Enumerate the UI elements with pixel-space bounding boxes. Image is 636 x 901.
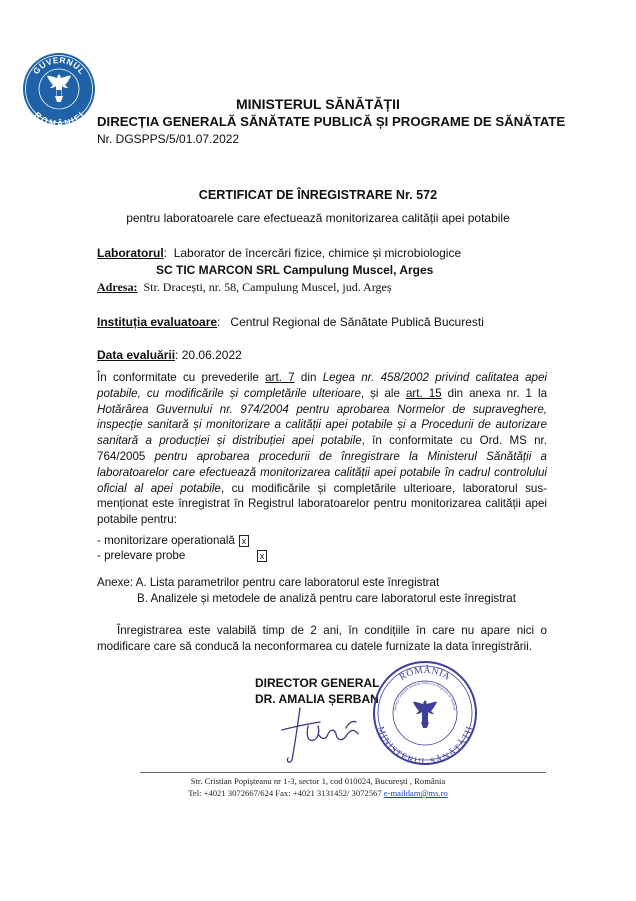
- logo-top-text: GUVERNUL: [30, 54, 88, 77]
- evaluation-label: Data evaluării: [97, 348, 176, 362]
- annex-b: B. Analizele și metodele de analiză pentru care laboratorul este înregistrat: [137, 592, 516, 605]
- institution-value: Centrul Regional de Sănătate Publică Bucuresti: [230, 315, 484, 329]
- lab-company: SC TIC MARCON SRL Campulung Muscel, Arges: [156, 263, 434, 277]
- lab-sep: :: [163, 246, 168, 260]
- footer-phone-fax: Tel: +4021 3072667/624 Fax: +4021 3131452/ 3072567: [188, 788, 384, 798]
- body-text-5: , în conformitate cu Ord. MS nr. 764/2005: [97, 434, 547, 463]
- ord-ref: pentru aprobarea procedurii de înregistrare la Ministerul Sănătății a laboratoarelor care efectuează monitorizarea calității apei potabile în cadrul controlului oficial al apei potabile: [97, 449, 547, 495]
- footer-divider-left: [140, 772, 546, 773]
- institution-sep: :: [217, 315, 221, 329]
- lab-line: [97, 246, 461, 260]
- body-text-4: din anexa nr. 1 la: [441, 386, 548, 400]
- directorate-title: DIRECȚIA GENERALĂ SĂNĂTATE PUBLICĂ ȘI PROGRAME DE SĂNĂTATE: [97, 114, 566, 129]
- law-ref: Legea nr. 458/2002 privind calitatea apei potabile, cu modificările și completările ulterioare: [97, 371, 548, 400]
- government-logo: [22, 52, 96, 126]
- address-line: [97, 280, 392, 295]
- check-label-1: - monitorizare operatională: [97, 534, 235, 547]
- body-text-2: din: [294, 371, 323, 384]
- certificate-subtitle: pentru laboratoarele care efectuează monitorizarea calității apei potabile: [126, 211, 510, 225]
- address-value: Str. Dracești, nr. 58, Campulung Muscel, jud. Argeș: [143, 280, 392, 294]
- body-text-6: , cu modificările și completările ulterioare, laboratorul sus-menționat este înregistrat în Registrul laboratoarelor pentru monitorizarea calității apei potabile pentru:: [97, 481, 547, 527]
- footer-contact: [0, 788, 636, 798]
- stamp-top-text: ROMÂNIA: [398, 665, 452, 683]
- svg-text:MINISTERUL SĂNĂTĂȚII: [376, 725, 474, 766]
- address-label: Adresa:: [97, 280, 138, 294]
- checkbox-1: x: [239, 535, 249, 547]
- stamp-bottom-text: MINISTERUL SĂNĂTĂȚII: [375, 725, 475, 766]
- evaluation-sep: :: [175, 348, 179, 362]
- body-text-3: , și ale: [360, 386, 406, 400]
- stamp-inner-text: Direcția Generală Sănătate Publică și Programe de Sănătate: [393, 680, 457, 711]
- body-paragraph: [97, 370, 547, 528]
- evaluation-value: 20.06.2022: [181, 348, 242, 362]
- checkbox-2-mark: x: [257, 550, 267, 562]
- footer-email-link[interactable]: e-maildam@ms.ro: [383, 788, 448, 798]
- check-row-1: [97, 534, 249, 547]
- body-text-1: În conformitate cu prevederile: [97, 371, 266, 384]
- stamp-eagle-icon: [413, 700, 437, 728]
- certificate-title: CERTIFICAT DE ÎNREGISTRARE Nr. 572: [198, 188, 438, 202]
- lab-value: Laborator de încercări fizice, chimice și microbiologice: [173, 246, 462, 260]
- institution-line: [97, 315, 484, 329]
- checkbox-2: [253, 549, 267, 562]
- ministry-title: MINISTERUL SĂNĂTĂȚII: [236, 96, 400, 112]
- svg-text:ROMÂNIA: [398, 664, 452, 683]
- director-title: DIRECTOR GENERAL: [255, 676, 380, 690]
- lab-label: Laboratorul: [97, 246, 164, 260]
- handwritten-signature: [262, 700, 382, 770]
- official-stamp: [372, 660, 478, 766]
- hg-ref: Hotărârea Guvernului nr. 974/2004 pentru aprobarea Normelor de supraveghere, inspecție sanitară și monitorizare a calității apei potabile și a Procedurii de autorizare sanitară a producției și distribuției apei potabile: [97, 402, 547, 448]
- check-row-2: [97, 549, 265, 562]
- evaluation-line: [97, 348, 242, 362]
- logo-bottom-text: ROMÂNIEI: [32, 109, 86, 126]
- reference-number: Nr. DGSPPS/5/01.07.2022: [97, 132, 240, 146]
- check-label-2: - prelevare probe: [97, 549, 186, 562]
- art7-ref: art. 7: [265, 371, 295, 384]
- annex-a: Anexe: A. Lista parametrilor pentru care laboratorul este înregistrat: [97, 576, 440, 589]
- footer-address: Str. Cristian Popișteanu nr 1-3, sector 1, cod 010024, București , România: [190, 776, 446, 786]
- institution-label: Instituția evaluatoare: [97, 315, 218, 329]
- director-name: DR. AMALIA ȘERBAN: [255, 692, 379, 706]
- art15-ref: art. 15: [405, 386, 442, 400]
- validity-paragraph: Înregistrarea este valabilă timp de 2 ani, în condițiile în care nu apare nici o modificare care să conducă la neconformarea cu datele furnizate la data înregistrării.: [97, 624, 547, 653]
